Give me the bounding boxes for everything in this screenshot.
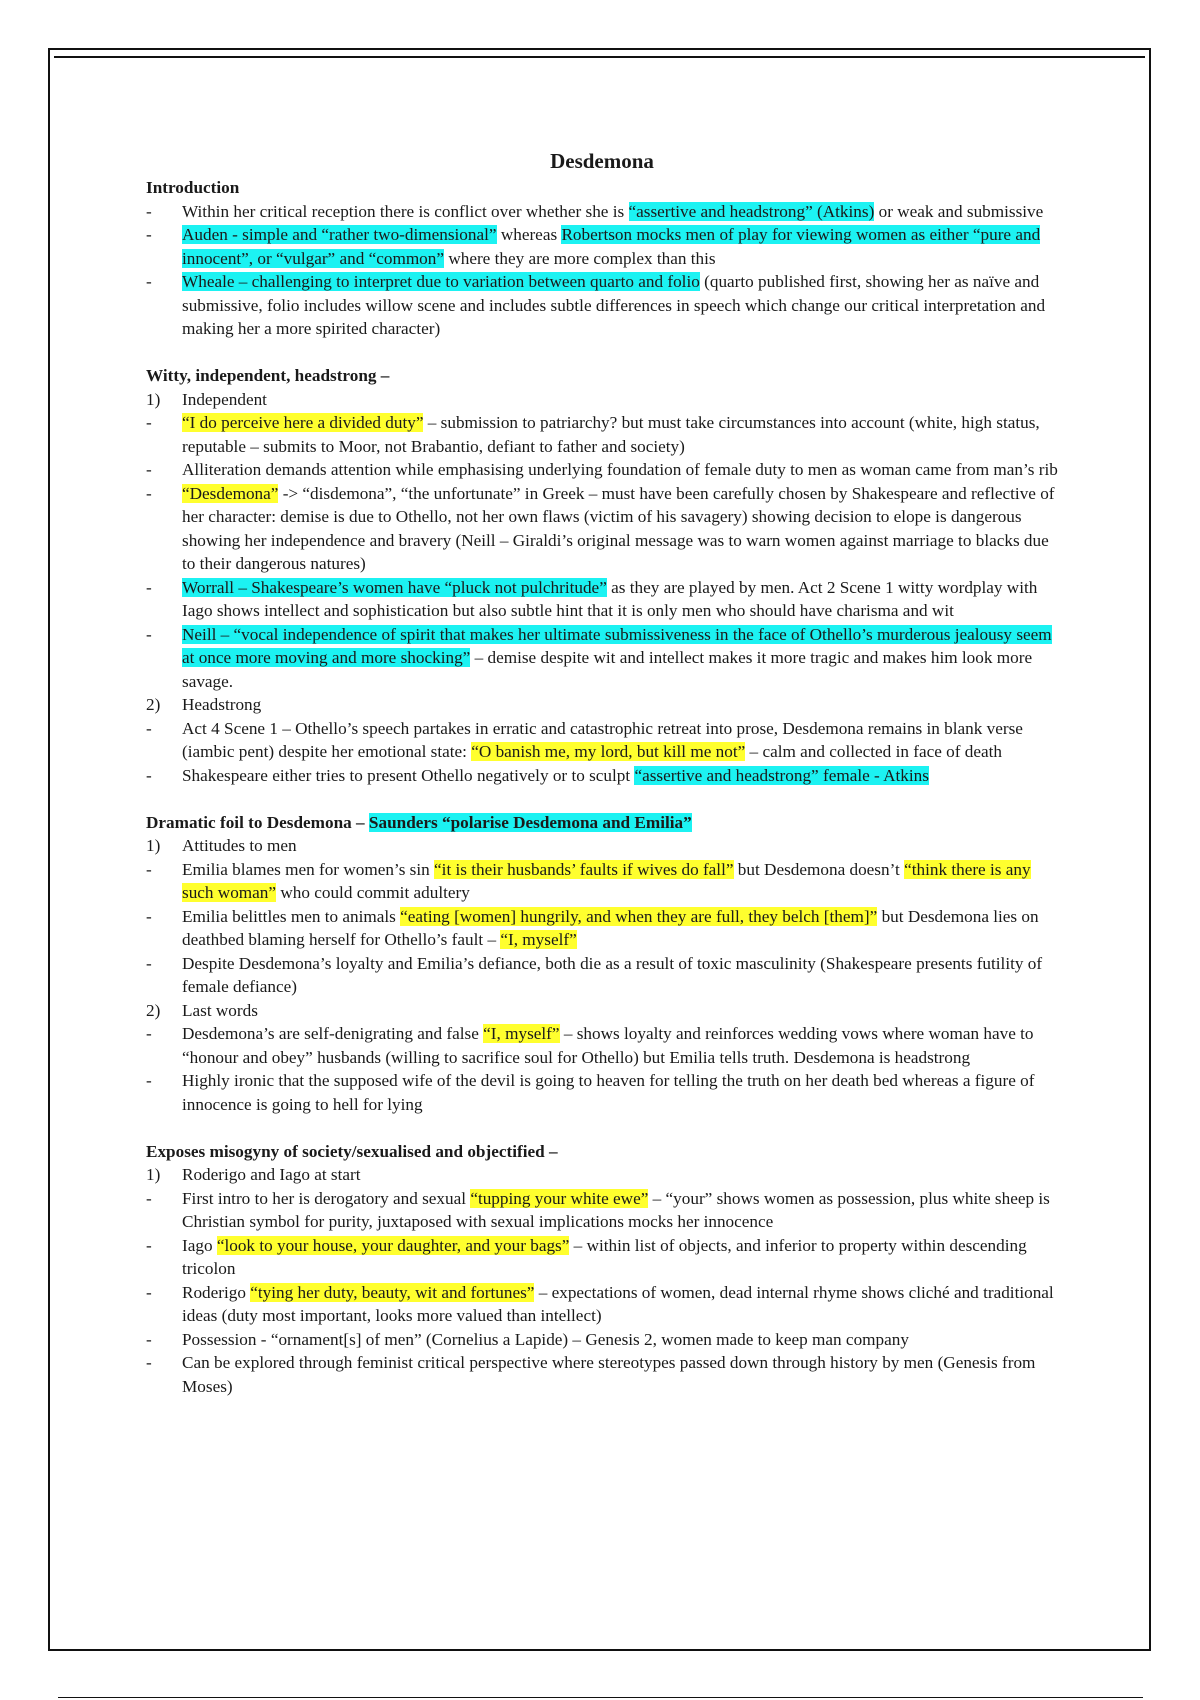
section-heading [146,811,1058,835]
text-run: Within her critical reception there is conflict over whether she is [182,201,629,221]
document-body [146,146,1058,1398]
bullet-point [146,1351,1058,1398]
text-run: Exposes misogyny of society/sexualised and objectified – [146,1141,558,1161]
text-run: Last words [182,1000,258,1020]
bullet-point [146,1328,1058,1352]
list-marker: - [146,1353,152,1372]
bullet-point [146,576,1058,623]
text-run: Act 4 Scene 1 – Othello’s speech partakes in erratic and catastrophic retreat into prose, Desdemona remains in blank verse (iambic pent) despite her emotional state: [182,718,1023,761]
list-marker: - [146,413,152,432]
list-marker: - [146,1024,152,1043]
page-bottom-rule [58,1697,1143,1698]
text-run: Headstrong [182,695,262,714]
text-run: Attitudes to men [182,836,297,855]
list-marker: - [146,1071,152,1090]
list-marker: - [146,953,152,973]
bullet-point [146,717,1058,764]
list-marker: 1) [146,836,161,855]
sections-container [146,176,1058,1398]
numbered-subheading [146,834,1058,858]
list-marker: - [146,859,152,879]
text-run: (quarto published first, showing her as naïve and submissive, folio includes willow scene and includes subtle differences in speech which change our critical interpretation and making her a more spirited character) [182,272,1046,338]
highlighted-quote: “O banish me, my lord, but kill me not” [471,742,746,761]
list-marker: - [146,765,152,785]
list-marker: - [146,460,152,479]
numbered-subheading [146,1163,1058,1187]
bullet-point [146,200,1058,224]
section-gap [146,341,1058,365]
text-run: – calm and collected in face of death [745,742,1002,761]
highlighted-quote: Auden - simple and “rather two-dimensional” [182,225,497,244]
text-run: where they are more complex than this [444,248,716,268]
text-run: Can be explored through feminist critical perspective where stereotypes passed down through history by men (Genesis from Moses) [182,1353,1036,1396]
section-heading [146,176,1058,200]
text-run: – shows loyalty and reinforces wedding vows where woman have to “honour and obey” husbands (willing to sacrifice soul for Othello) but Emilia tells truth. Desdemona is headstrong [182,1024,1034,1067]
list-marker: - [146,1282,152,1302]
text-run: Despite Desdemona’s loyalty and Emilia’s defiance, both die as a result of toxic masculinity (Shakespeare presents futility of female defiance) [182,953,1043,996]
numbered-subheading [146,999,1058,1023]
highlighted-quote: “I, myself” [500,930,577,949]
list-marker: - [146,577,152,597]
highlighted-quote: Worrall – Shakespeare’s women have “pluck not pulchritude” [182,577,607,597]
text-run: Independent [182,389,267,409]
text-run: or weak and submissive [874,201,1044,221]
text-run: – within list of objects, and inferior to property within descending tricolon [182,1235,1027,1278]
bullet-point [146,458,1058,482]
highlighted-quote: “I, myself” [483,1024,560,1043]
highlighted-quote: “tupping your white ewe” [470,1188,649,1208]
bullet-point [146,1187,1058,1234]
page-title: Desdemona [550,149,654,173]
page-top-double-rule [54,56,1145,58]
list-marker: - [146,272,152,291]
text-run: – demise despite wit and intellect makes it more tragic and makes him look more savage. [182,648,1033,691]
text-run: Roderigo [182,1282,251,1302]
highlighted-quote: “assertive and headstrong” female - Atkins [634,765,929,785]
text-run: – expectations of women, dead internal rhyme shows cliché and traditional ideas (duty most important, looks more valued than intellect) [182,1282,1054,1325]
list-marker: 1) [146,389,161,409]
numbered-subheading [146,388,1058,412]
bullet-point [146,1281,1058,1328]
bullet-point [146,270,1058,341]
text-run: who could commit adultery [276,883,470,902]
text-run: Roderigo and Iago at start [182,1165,361,1184]
text-run: Alliteration demands attention while emphasising underlying foundation of female duty to men as woman came from man’s rib [182,460,1058,479]
highlighted-quote: Saunders “polarise Desdemona and Emilia” [368,812,692,832]
text-run: Witty, independent, headstrong – [146,366,390,385]
bullet-point [146,764,1058,788]
bullet-point [146,623,1058,694]
bullet-point [146,905,1058,952]
bullet-point [146,482,1058,576]
text-run: -> “disdemona”, “the unfortunate” in Greek – must have been carefully chosen by Shakespeare and reflective of her character: demise is due to Othello, not her own flaws (victim of his savagery) showing decision to elope is dangerous showing her independence and bravery (Neill – Giraldi’s original message was to warn women against marriage to blacks due to their dangerous natures) [182,483,1055,573]
bullet-point [146,1234,1058,1281]
highlighted-quote: Robertson mocks men of play for viewing women as either “pure and innocent”, or “vulgar” and “common” [182,225,1041,268]
bullet-point [146,1022,1058,1069]
list-marker: - [146,1329,152,1349]
highlighted-quote: “Desdemona” [182,483,279,503]
bullet-point [146,858,1058,905]
highlighted-quote: “think there is any such woman” [182,859,1031,902]
list-marker: - [146,1188,152,1208]
text-run: Emilia belittles men to animals [182,906,401,926]
list-marker: 2) [146,695,161,714]
text-run: Possession - “ornament[s] of men” (Cornelius a Lapide) – Genesis 2, women made to keep man company [182,1329,909,1349]
section-heading [146,364,1058,388]
list-marker: - [146,1235,152,1255]
text-run: Iago [182,1235,217,1255]
highlighted-quote: “tying her duty, beauty, wit and fortunes” [250,1282,535,1302]
text-run: but Desdemona lies on deathbed blaming herself for Othello’s fault – [182,906,1039,949]
section-gap [146,787,1058,811]
numbered-subheading [146,693,1058,717]
text-run: First intro to her is derogatory and sexual [182,1188,471,1208]
highlighted-quote: Neill – “vocal independence of spirit that makes her ultimate submissiveness in the face of Othello’s murderous jealousy seem at once more moving and more shocking” [182,624,1052,667]
list-marker: - [146,906,152,926]
list-marker: 1) [146,1165,161,1184]
text-run: as they are played by men. Act 2 Scene 1 witty wordplay with Iago shows intellect and sophistication but also subtle hint that it is only men who should have charisma and wit [182,577,1038,620]
section-heading [146,1140,1058,1164]
text-run: whereas [496,225,562,244]
section-gap [146,1116,1058,1140]
text-run: but Desdemona doesn’t [733,859,905,879]
bullet-point [146,411,1058,458]
highlighted-quote: Wheale – challenging to interpret due to variation between quarto and folio [182,272,700,291]
text-run: Shakespeare either tries to present Othello negatively or to sculpt [182,765,635,785]
text-run: Introduction [146,178,240,197]
highlighted-quote: “look to your house, your daughter, and your bags” [216,1235,570,1255]
highlighted-quote: “eating [women] hungrily, and when they are full, they belch [them]” [400,906,878,926]
list-marker: - [146,201,152,221]
text-run: Highly ironic that the supposed wife of the devil is going to heaven for telling the truth on her death bed whereas a figure of innocence is going to hell for lying [182,1071,1035,1114]
text-run: Emilia blames men for women’s sin [182,859,435,879]
text-run: Desdemona’s are self-denigrating and false [182,1024,484,1043]
text-run: – submission to patriarchy? but must take circumstances into account (white, high status, reputable – submits to Moor, not Brabantio, defiant to father and society) [182,413,1040,456]
text-run: – “your” shows women as possession, plus white sheep is Christian symbol for purity, juxtaposed with sexual implications mocks her innocence [182,1188,1050,1231]
text-run: Dramatic foil to Desdemona – [146,812,369,832]
list-marker: 2) [146,1000,161,1020]
list-marker: - [146,624,152,644]
bullet-point [146,223,1058,270]
highlighted-quote: “assertive and headstrong” (Atkins) [628,201,875,221]
highlighted-quote: “it is their husbands’ faults if wives do fall” [434,859,734,879]
bullet-point [146,952,1058,999]
bullet-point [146,1069,1058,1116]
highlighted-quote: “I do perceive here a divided duty” [182,413,424,432]
list-marker: - [146,718,152,738]
list-marker: - [146,483,152,503]
list-marker: - [146,225,152,244]
